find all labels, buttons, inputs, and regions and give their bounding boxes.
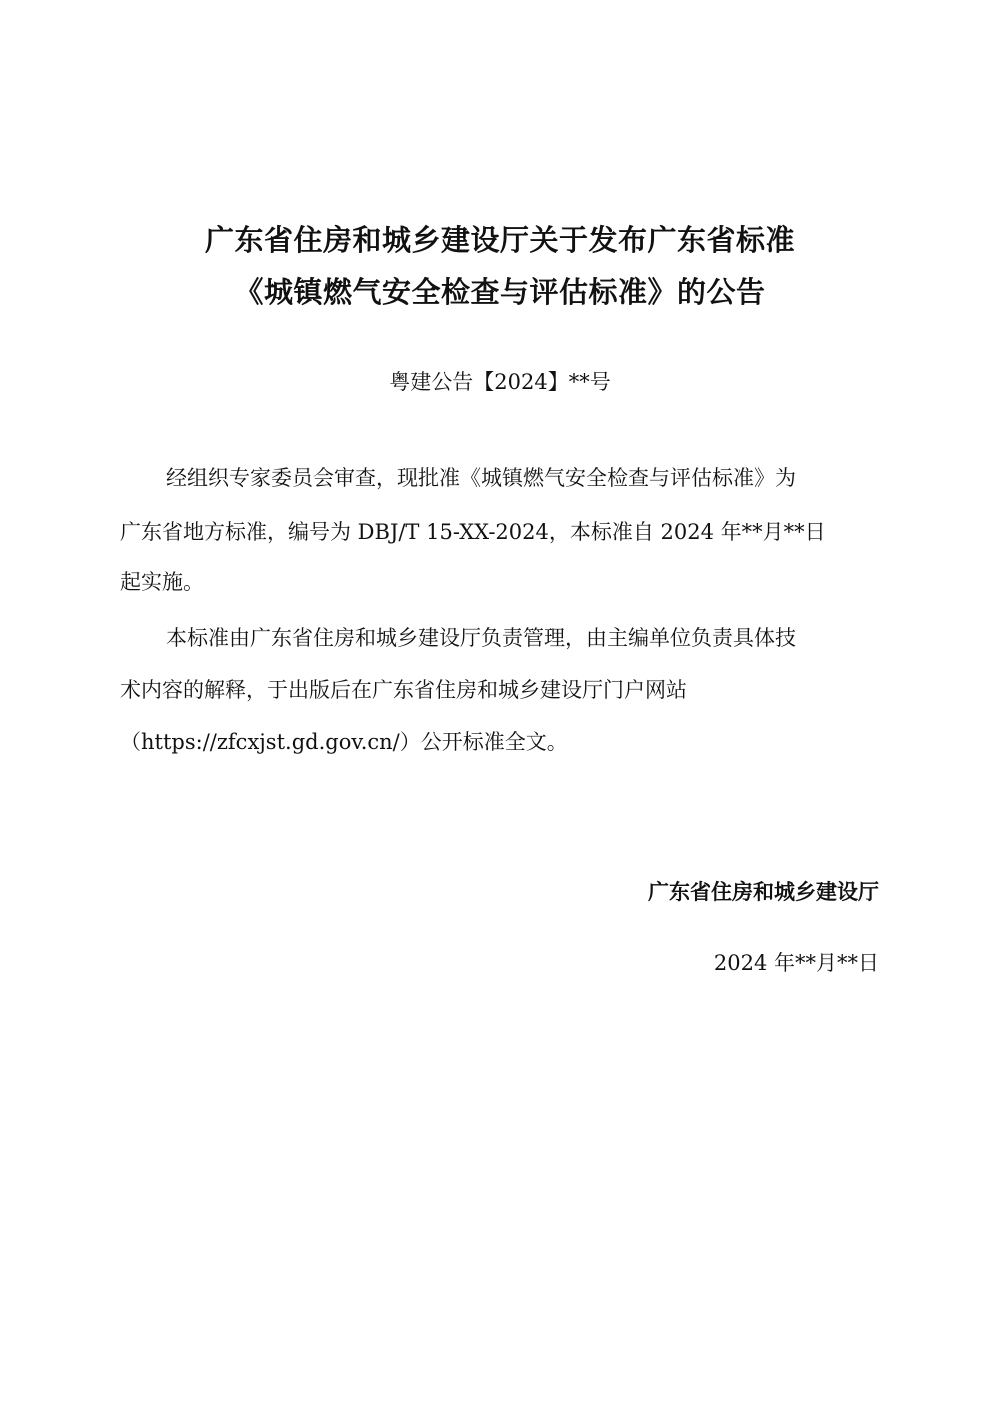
body-paragraph-2-line-3: （https://zfcxjst.gd.gov.cn/）公开标准全文。 <box>120 730 568 754</box>
body-paragraph-2-line-1: 本标准由广东省住房和城乡建设厅负责管理，由主编单位负责具体技 <box>166 626 796 650</box>
body-paragraph-1-line-2: 广东省地方标准，编号为 DBJ/T 15-XX-2024，本标准自 2024 年**月**日 <box>120 520 826 544</box>
document-number: 粤建公告【2024】**号 <box>389 370 611 394</box>
body-paragraph-1-line-3: 起实施。 <box>120 570 204 594</box>
issuing-authority: 广东省住房和城乡建设厅 <box>648 880 879 904</box>
announcement-title-line-1: 广东省住房和城乡建设厅关于发布广东省标准 <box>204 223 795 257</box>
body-paragraph-1-line-1: 经组织专家委员会审查，现批准《城镇燃气安全检查与评估标准》为 <box>166 466 796 490</box>
announcement-title-line-2: 《城镇燃气安全检查与评估标准》的公告 <box>234 275 766 309</box>
issue-date: 2024 年**月**日 <box>713 951 879 975</box>
body-paragraph-2-line-2: 术内容的解释，于出版后在广东省住房和城乡建设厅门户网站 <box>120 678 687 702</box>
